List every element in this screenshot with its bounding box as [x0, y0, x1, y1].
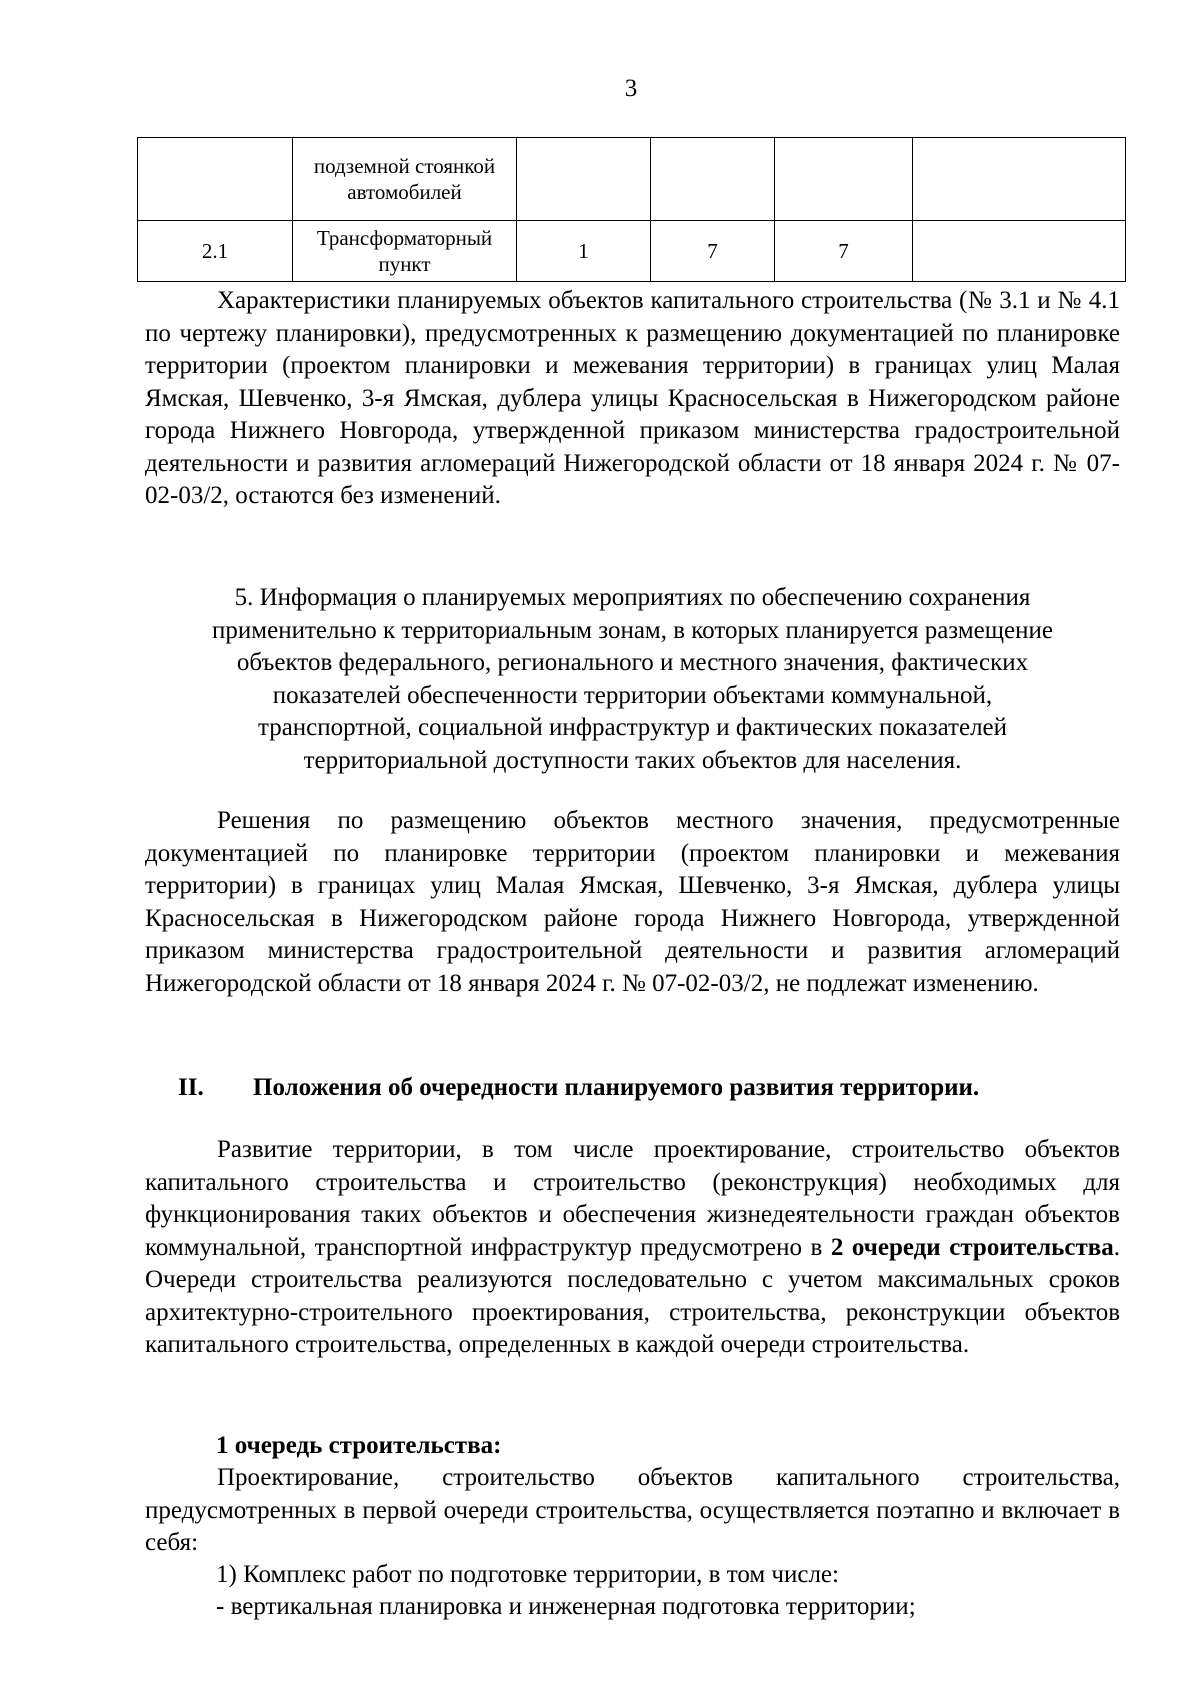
stage-1-heading: 1 очередь строительства: [216, 1432, 502, 1459]
section-5-line: объектов федерального, регионального и местного значения, фактических [236, 649, 1029, 676]
paragraph-development [145, 1134, 1120, 1362]
stage-1-item-2: - вертикальная планировка и инженерная подготовка территории; [216, 1593, 916, 1620]
table-cell [651, 138, 775, 221]
section-5-line: транспортной, социальной инфраструктур и фактических показателей [257, 714, 1008, 741]
table-row [138, 138, 1126, 221]
page-number: 3 [624, 75, 638, 102]
table-cell [517, 138, 651, 221]
section-2-heading [178, 1072, 979, 1104]
development-text-bold: 2 очереди строительства [830, 1233, 1114, 1261]
paragraph-decisions: Решения по размещению объектов местного значения, предусмотренные документацией по планировке территории (проектом планировки и межевания территории) в границах улиц Малая Ямская, Шевченко, 3-я Ямская, дублера улицы Красносельская в Нижегородском районе города Нижнего Новгорода, утвержденной приказом министерства градостроительной деятельности и развития агломераций Нижегородской области от 18 января 2024 г. № 07-02-03/2, не подлежат изменению. [145, 807, 1120, 997]
table-cell [138, 138, 293, 221]
development-text-part1: Развитие территории, в том числе проектирование, строительство объектов капитального строительства и строительство (реконструкция) необходимых для функционирования таких объектов и обеспечения жизнедеятельности граждан объектов коммунальной, транспортной инфраструктур предусмотрено в [145, 1136, 1120, 1261]
paragraph-characteristics: Характеристики планируемых объектов капитального строительства (№ 3.1 и № 4.1 по чертежу планировки), предусмотренных к размещению документацией по планировке территории (проектом планировки и межевания территории) в границах улиц Малая Ямская, Шевченко, 3-я Ямская, дублера улицы Красносельская в Нижегородском районе города Нижнего Новгорода, утвержденной приказом министерства градостроительной деятельности и развития агломераций Нижегородской области от 18 января 2024 г. № 07-02-03/2, остаются без изменений. [145, 287, 1120, 509]
table-cell: Трансформаторный пункт [293, 221, 517, 282]
table-cell [913, 138, 1126, 221]
table-cell: 1 [517, 221, 651, 282]
table-cell: подземной стоянкой автомобилей [293, 138, 517, 221]
table-cell [913, 221, 1126, 282]
stage-1-item-1: 1) Комплекс работ по подготовке территории, в том числе: [216, 1561, 839, 1588]
section-5-line: территориальной доступности таких объектов для населения. [303, 746, 962, 774]
table-cell [775, 138, 913, 221]
section-2-title: Положения об очередности планируемого развития территории. [253, 1074, 980, 1101]
table-cell: 2.1 [138, 221, 293, 282]
section-5-line: показателей обеспеченности территории объектами коммунальной, [272, 681, 993, 709]
section-2-number: II. [178, 1074, 204, 1101]
section-5-heading [145, 582, 1120, 777]
stage-1-paragraph: Проектирование, строительство объектов капитального строительства, предусмотренных в первой очереди строительства, осуществляется поэтапно и включает в себя: [145, 1464, 1120, 1556]
section-5-line: применительно к территориальным зонам, в которых планируется размещение [212, 616, 1053, 644]
development-text-part2: . Очереди строительства реализуются последовательно с учетом максимальных сроков архитектурно-строительного проектирования, строительства, реконструкции объектов капитального строительства, определенных в каждой очереди строительства. [145, 1233, 1120, 1358]
objects-table [137, 137, 1126, 282]
table-cell: 7 [775, 221, 913, 282]
section-5-line: 5. Информация о планируемых мероприятиях по обеспечению сохранения [234, 584, 1031, 611]
table-row [138, 221, 1126, 282]
table-cell: 7 [651, 221, 775, 282]
